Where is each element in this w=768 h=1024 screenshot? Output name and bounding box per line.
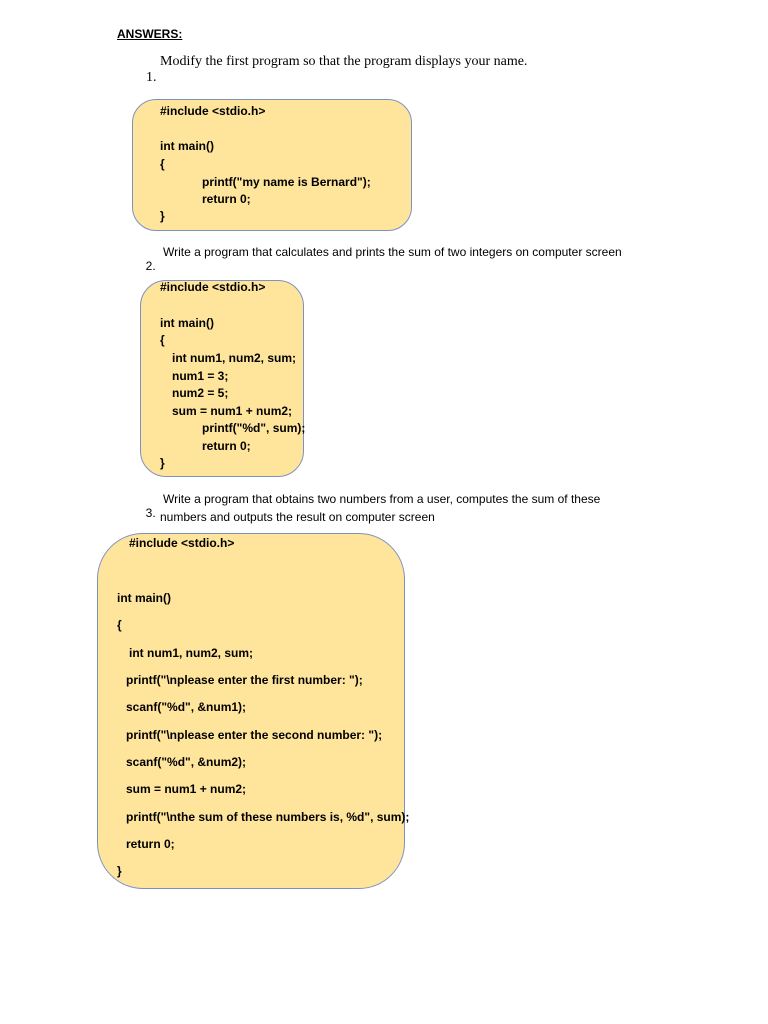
code-line: scanf("%d", &num1); [126, 700, 247, 714]
code-line: printf("\nplease enter the first number: "); [126, 673, 363, 687]
code-line: { [160, 333, 165, 347]
code-line: printf("my name is Bernard"); [202, 175, 371, 189]
code-line: return 0; [202, 192, 251, 206]
code-line: } [160, 209, 165, 223]
code-line: int num1, num2, sum; [172, 351, 297, 365]
code-line: int main() [160, 316, 214, 330]
question-text: Write a program that calculates and prints the sum of two integers on computer screen [163, 245, 622, 259]
question-text: Write a program that obtains two numbers from a user, computes the sum of these [163, 492, 601, 506]
code-line: { [117, 618, 122, 632]
code-line: printf("\nplease enter the second number: "); [126, 728, 383, 742]
code-line: printf("\nthe sum of these numbers is, %d", sum); [126, 810, 410, 824]
code-line: num2 = 5; [172, 386, 229, 400]
question-text: Modify the first program so that the program displays your name. [160, 54, 528, 69]
code-line: int main() [160, 139, 214, 153]
answers-heading: ANSWERS: [117, 27, 183, 41]
code-line: #include <stdio.h> [129, 536, 235, 550]
code-line: printf("%d", sum); [202, 421, 306, 435]
question-text-continued: numbers and outputs the result on computer screen [160, 510, 435, 524]
code-line: scanf("%d", &num2); [126, 755, 247, 769]
code-line: return 0; [202, 439, 251, 453]
code-line: #include <stdio.h> [160, 104, 266, 118]
code-line: { [160, 157, 165, 171]
code-line: sum = num1 + num2; [126, 782, 247, 796]
code-line: #include <stdio.h> [160, 280, 266, 294]
question-number: 2. [145, 259, 156, 273]
code-line: int num1, num2, sum; [129, 646, 254, 660]
code-line: sum = num1 + num2; [172, 404, 293, 418]
code-line: } [160, 456, 165, 470]
code-line: return 0; [126, 837, 175, 851]
code-line: } [117, 864, 122, 878]
code-box-1 [132, 99, 412, 231]
question-number: 1. [146, 70, 157, 85]
code-line: int main() [117, 591, 171, 605]
code-line: num1 = 3; [172, 369, 229, 383]
question-1 [139, 54, 528, 102]
question-number: 3. [145, 506, 156, 520]
